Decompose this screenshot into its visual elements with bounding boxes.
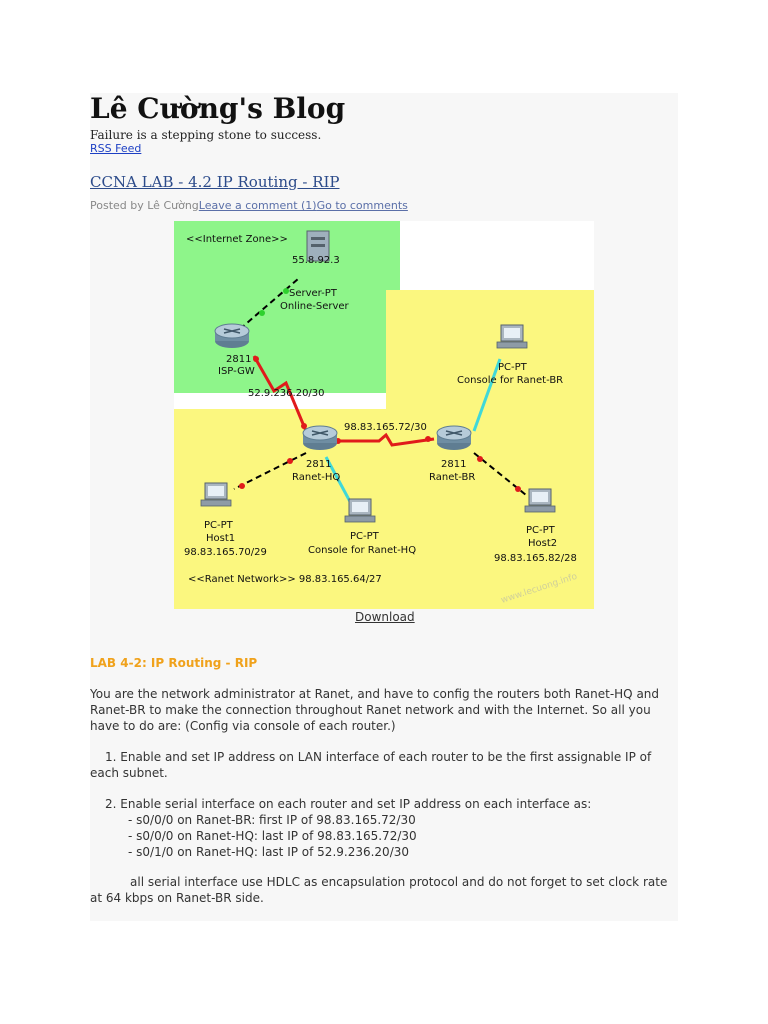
server-name: Online-Server bbox=[280, 301, 349, 312]
posted-by-text: Posted by Lê Cường bbox=[90, 199, 199, 212]
step-2-sub-1: - s0/0/0 on Ranet-BR: first IP of 98.83.165.72/30 bbox=[128, 813, 416, 827]
isp-router-icon[interactable] bbox=[215, 324, 249, 348]
post-title-link[interactable]: CCNA LAB - 4.2 IP Routing - RIP bbox=[90, 173, 340, 191]
step-1: 1. Enable and set IP address on LAN interface of each router to be the first assignable IP of each subnet. bbox=[90, 750, 652, 780]
intro-paragraph: You are the network administrator at Ranet, and have to config the routers both Ranet-HQ and Ranet-BR to make the connection throughout Ranet network and with the Internet. So all you have to do are: (Config via console of each router.) bbox=[90, 687, 660, 733]
step-2-sub-2: - s0/0/0 on Ranet-HQ: last IP of 98.83.165.72/30 bbox=[128, 829, 417, 843]
download-link[interactable]: Download bbox=[355, 610, 415, 624]
isp-router-model: 2811 bbox=[226, 354, 252, 365]
encapsulation-note: all serial interface use HDLC as encapsulation protocol and do not forget to set clock rate at 64 kbps on Ranet-BR side. bbox=[90, 875, 668, 905]
console-hq-pc-icon[interactable] bbox=[345, 499, 375, 522]
br-router-model: 2811 bbox=[441, 459, 467, 470]
leave-comment-link[interactable]: Leave a comment (1) bbox=[198, 199, 317, 212]
br-router-name: Ranet-BR bbox=[429, 472, 476, 483]
lab-heading: LAB 4-2: IP Routing - RIP bbox=[90, 656, 258, 670]
host1-ip: 98.83.165.70/29 bbox=[184, 547, 267, 558]
br-router-icon[interactable] bbox=[437, 426, 471, 450]
blog-title[interactable]: Lê Cường's Blog bbox=[90, 92, 346, 125]
blog-tagline: Failure is a stepping stone to success. bbox=[90, 128, 322, 142]
serial-network-label: 98.83.165.72/30 bbox=[344, 422, 427, 433]
host1-type: PC-PT bbox=[204, 520, 233, 531]
step-2-sub-3: - s0/1/0 on Ranet-HQ: last IP of 52.9.236.20/30 bbox=[128, 845, 410, 859]
post-meta bbox=[90, 199, 408, 212]
go-to-comments-link[interactable]: Go to comments bbox=[316, 199, 408, 212]
step-2: 2. Enable serial interface on each router and set IP address on each interface as: bbox=[105, 797, 592, 811]
host1-name: Host1 bbox=[206, 533, 236, 544]
wan-network-label: 52.9.236.20/30 bbox=[248, 388, 325, 399]
console-br-name: Console for Ranet-BR bbox=[457, 375, 564, 386]
console-hq-name: Console for Ranet-HQ bbox=[308, 545, 417, 556]
host2-type: PC-PT bbox=[526, 525, 555, 536]
console-br-pc-icon[interactable] bbox=[497, 325, 527, 348]
internet-zone-label: <<Internet Zone>> bbox=[186, 234, 288, 245]
server-ip: 55.8.92.3 bbox=[292, 255, 340, 266]
hq-router-name: Ranet-HQ bbox=[292, 472, 341, 483]
host2-name: Host2 bbox=[528, 538, 558, 549]
console-br-type: PC-PT bbox=[498, 362, 527, 373]
ranet-zone-right bbox=[386, 290, 594, 410]
host1-pc-icon[interactable] bbox=[201, 483, 231, 506]
server-type: Server-PT bbox=[289, 288, 337, 299]
rss-feed-link[interactable]: RSS Feed bbox=[90, 142, 142, 155]
ranet-network-label: <<Ranet Network>> 98.83.165.64/27 bbox=[188, 574, 382, 585]
lab-content bbox=[90, 686, 680, 906]
host2-ip: 98.83.165.82/28 bbox=[494, 553, 577, 564]
watermark: www.lecuong.info bbox=[499, 571, 579, 606]
host2-pc-icon[interactable] bbox=[525, 489, 555, 512]
hq-router-icon[interactable] bbox=[303, 426, 337, 450]
network-diagram bbox=[174, 221, 594, 609]
console-hq-type: PC-PT bbox=[350, 531, 379, 542]
hq-router-model: 2811 bbox=[306, 459, 332, 470]
isp-router-name: ISP-GW bbox=[218, 366, 255, 377]
